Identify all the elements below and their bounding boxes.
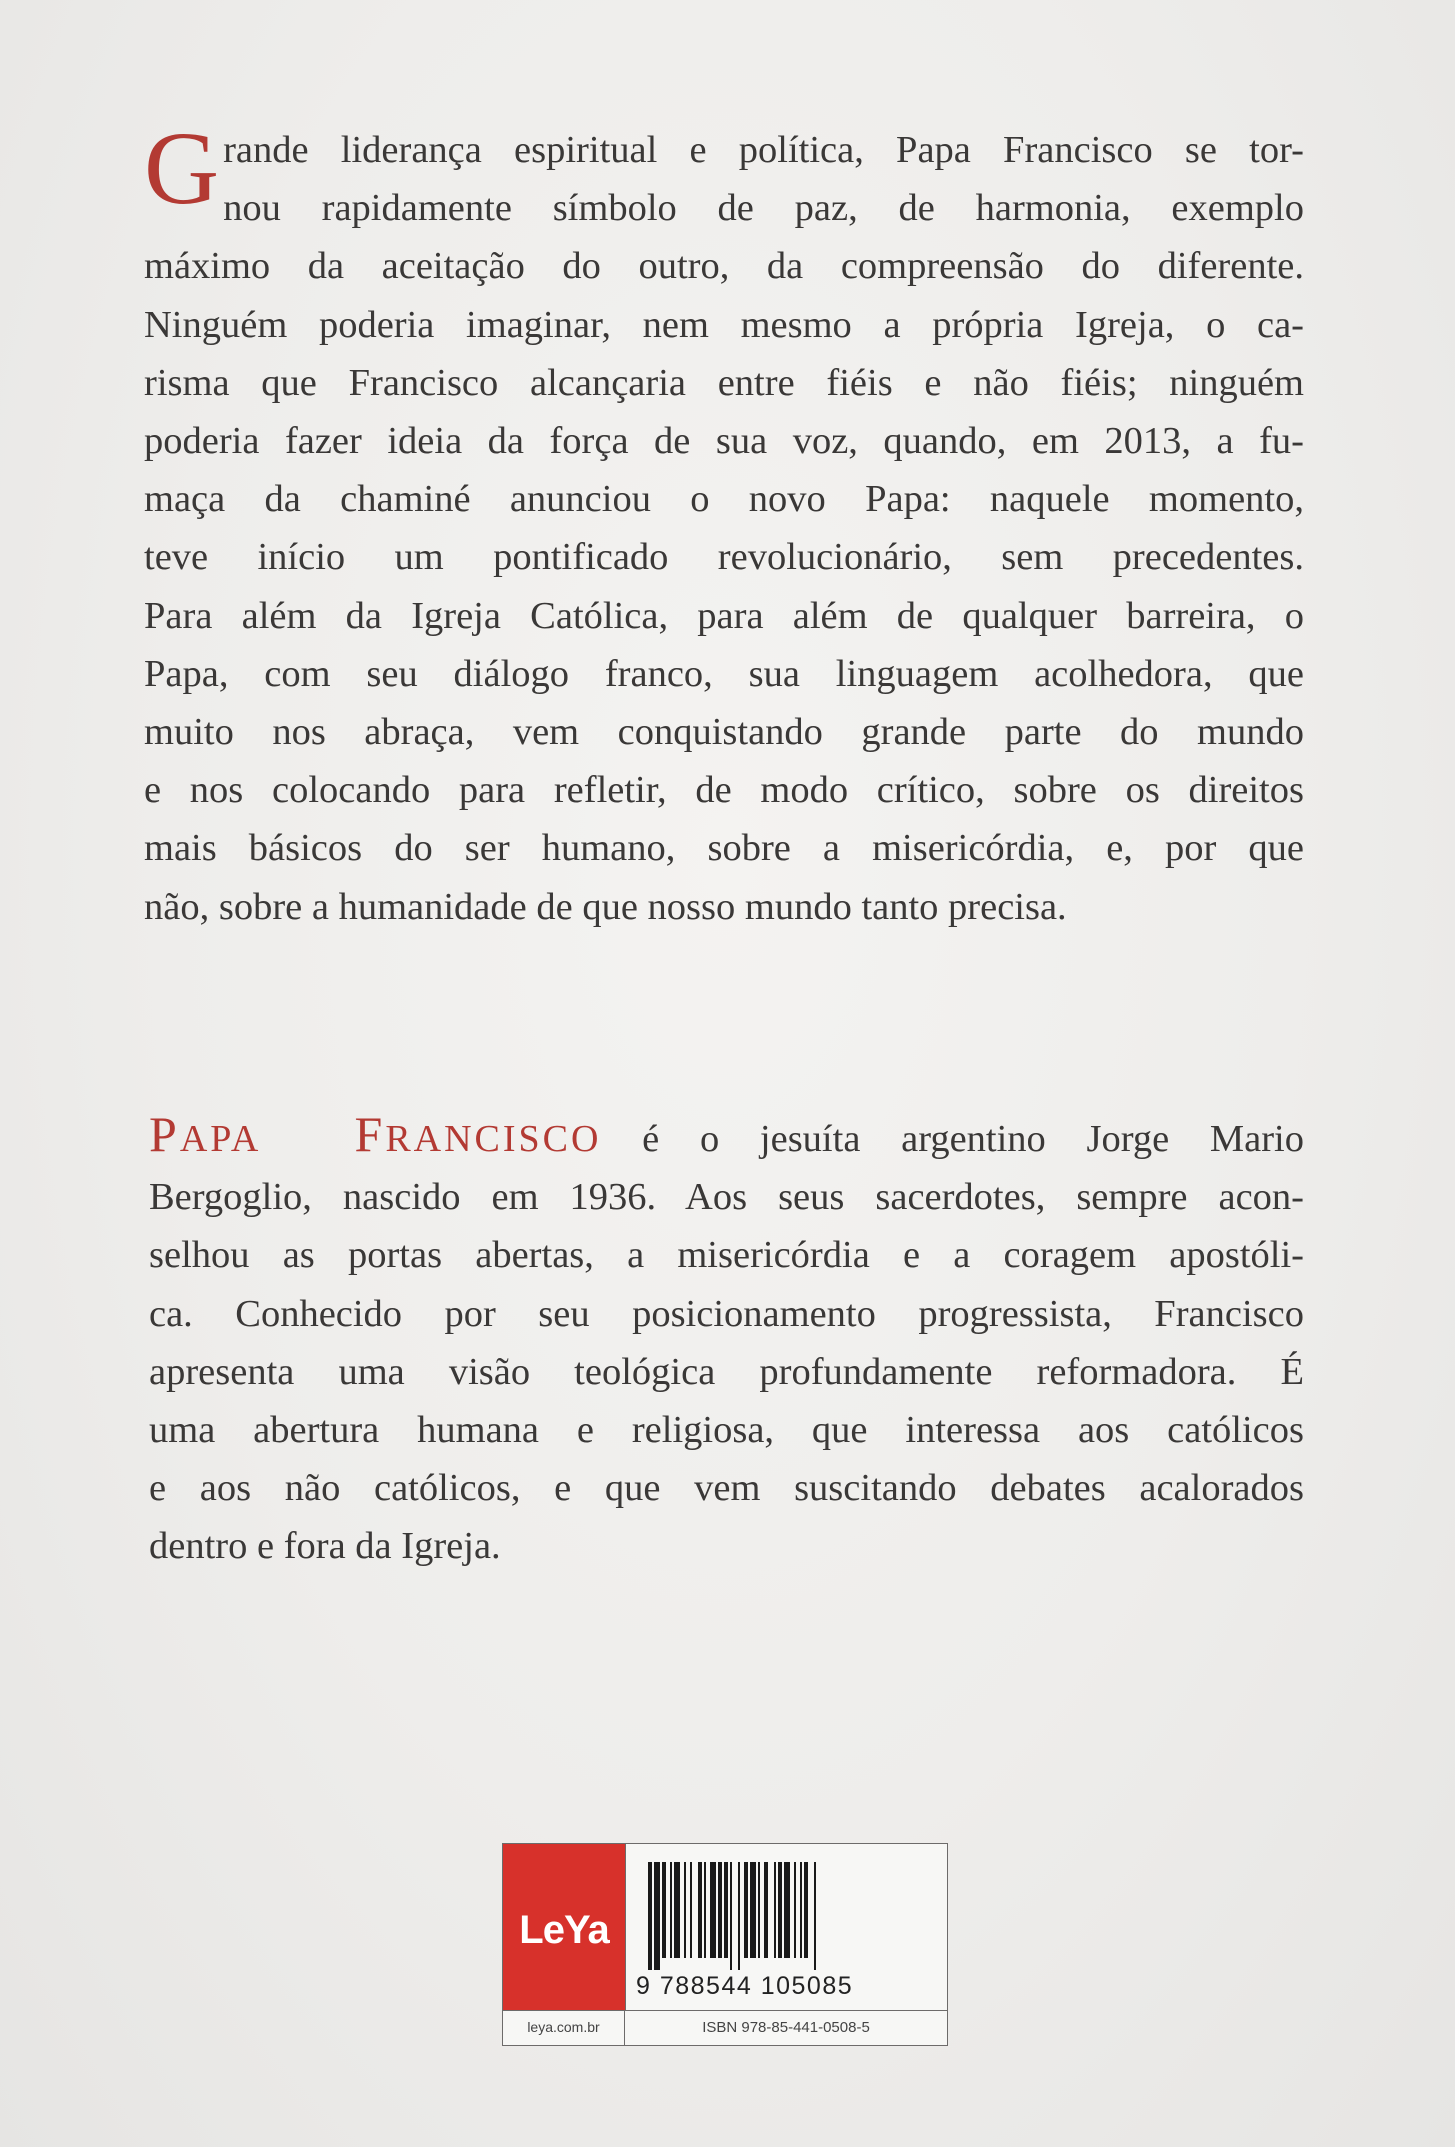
synopsis-line: rande liderança espiritual e política, Papa Francisco se tor- (223, 129, 1304, 171)
publisher-barcode-block (502, 1843, 948, 2046)
author-bio-line: dentro e fora da Igreja. (149, 1525, 501, 1568)
publisher-logo-text: LeYa (519, 1908, 609, 1952)
barcode-bar (698, 1862, 702, 1958)
synopsis-line: nou rapidamente símbolo de paz, de harmonia, exemplo (223, 187, 1304, 230)
synopsis-line: poderia fazer ideia da força de sua voz, quando, em 2013, a fu- (144, 420, 1304, 463)
drop-cap: G (144, 111, 220, 226)
barcode-bar (684, 1862, 686, 1958)
barcode-bar (704, 1862, 706, 1958)
synopsis-line: risma que Francisco alcançaria entre fiéis e não fiéis; ninguém (144, 361, 1304, 404)
barcode-bar (784, 1862, 790, 1958)
barcode-bar (730, 1862, 732, 1970)
author-bio-line: Bergoglio, nascido em 1936. Aos seus sacerdotes, sempre acon- (149, 1176, 1304, 1219)
barcode-bar (674, 1862, 680, 1958)
author-bio-paragraph (149, 1106, 1304, 1576)
publisher-url: leya.com.br (503, 2010, 625, 2045)
barcode (625, 1844, 947, 2010)
author-bio-line: uma abertura humana e religiosa, que interessa aos católicos (149, 1409, 1304, 1452)
synopsis-line: Ninguém poderia imaginar, nem mesmo a própria Igreja, o ca- (144, 303, 1304, 346)
barcode-bar (654, 1862, 660, 1970)
synopsis-line: teve início um pontificado revolucionário, sem precedentes. (144, 536, 1304, 579)
author-name: PAPA FRANCISCO (149, 1106, 602, 1162)
barcode-bar (814, 1862, 816, 1970)
barcode-bar (670, 1862, 672, 1958)
publisher-logo (503, 1844, 625, 2010)
barcode-bar (690, 1862, 692, 1958)
author-bio-line: apresenta uma visão teológica profundamente reformadora. É (149, 1350, 1304, 1393)
author-bio-line: ca. Conhecido por seu posicionamento progressista, Francisco (149, 1292, 1304, 1335)
barcode-digits: 9 788544 105085 (636, 1972, 854, 2000)
barcode-bar (738, 1862, 740, 1970)
synopsis-line: não, sobre a humanidade de que nosso mundo tanto precisa. (144, 885, 1067, 928)
barcode-bar (778, 1862, 782, 1958)
barcode-bar (718, 1862, 722, 1958)
barcode-icon (648, 1862, 928, 1970)
synopsis-line: mais básicos do ser humano, sobre a misericórdia, e, por que (144, 827, 1304, 870)
author-bio-first-line: PAPA FRANCISCO é o jesuíta argentino Jorge Mario (149, 1106, 1304, 1162)
barcode-bar (764, 1862, 768, 1958)
isbn-number: ISBN 978-85-441-0508-5 (625, 2010, 947, 2045)
barcode-bar (758, 1862, 760, 1958)
barcode-bar (744, 1862, 748, 1958)
synopsis-line: Papa, com seu diálogo franco, sua linguagem acolhedora, que (144, 652, 1304, 695)
barcode-bar (800, 1862, 802, 1958)
synopsis-line: maça da chaminé anunciou o novo Papa: naquele momento, (144, 478, 1304, 521)
synopsis-line: máximo da aceitação do outro, da compreensão do diferente. (144, 245, 1304, 288)
barcode-bar (662, 1862, 666, 1958)
synopsis-paragraph (144, 111, 1304, 936)
barcode-bar (774, 1862, 776, 1958)
barcode-bar (648, 1862, 652, 1970)
barcode-bar (794, 1862, 796, 1958)
barcode-bar (804, 1862, 808, 1958)
synopsis-line: muito nos abraça, vem conquistando grande parte do mundo (144, 711, 1304, 754)
synopsis-line: Para além da Igreja Católica, para além de qualquer barreira, o (144, 594, 1304, 637)
author-bio-line: e aos não católicos, e que vem suscitando debates acalorados (149, 1467, 1304, 1510)
author-bio-line: selhou as portas abertas, a misericórdia e a coragem apostóli- (149, 1234, 1304, 1277)
barcode-bar (724, 1862, 728, 1958)
barcode-bar (710, 1862, 716, 1958)
barcode-bar (750, 1862, 756, 1958)
synopsis-line: e nos colocando para refletir, de modo crítico, sobre os direitos (144, 769, 1304, 812)
